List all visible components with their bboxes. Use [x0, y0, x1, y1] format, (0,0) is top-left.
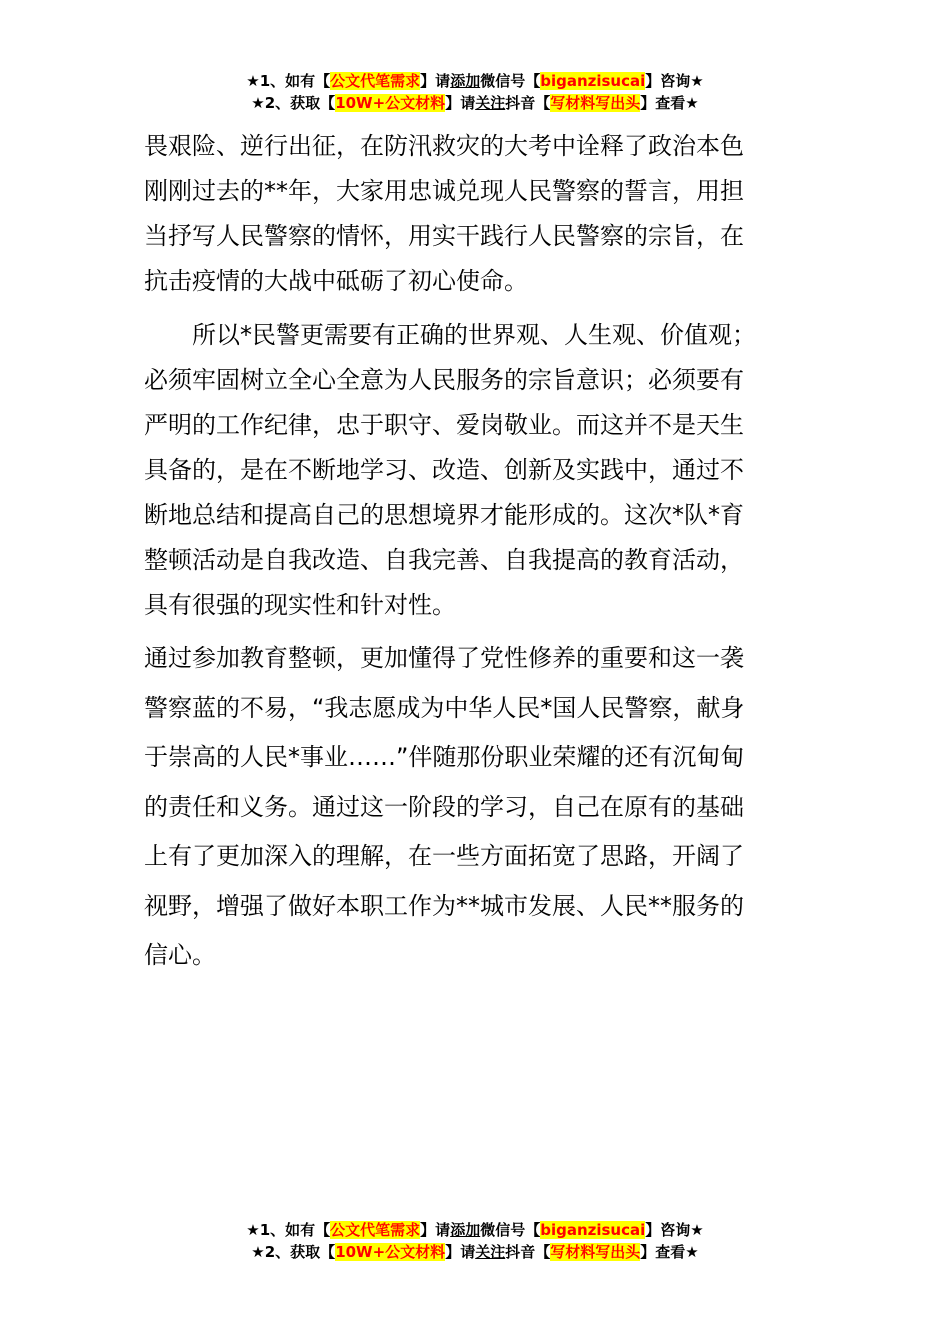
banner-highlight: 公文代笔需求 — [330, 72, 421, 90]
banner-text: 】请 — [445, 1243, 476, 1261]
banner-text: 】请 — [445, 94, 476, 112]
text-line: 抗击疫情的大战中砥砺了初心使命。 — [144, 267, 528, 295]
banner-text: 】咨询★ — [645, 1221, 704, 1239]
banner-text: 微信号【 — [480, 1221, 541, 1239]
banner-highlight: 10W+公文材料 — [335, 94, 446, 112]
paragraph-3 — [144, 634, 814, 981]
banner-text: ★1、如有【 — [246, 1221, 331, 1239]
banner-underlined: 关注 — [475, 1243, 506, 1261]
banner-text: 抖音【 — [505, 1243, 551, 1261]
banner-highlight: 写材料写出头 — [550, 1243, 641, 1261]
text-line: 必须牢固树立全心全意为人民服务的宗旨意识；必须要有 — [144, 366, 744, 394]
text-line: 上有了更加深入的理解，在一些方面拓宽了思路，开阔了 — [144, 842, 744, 870]
text-line: 具有很强的现实性和针对性。 — [144, 591, 456, 619]
banner-underlined: 关注 — [475, 94, 506, 112]
banner-line-1 — [0, 70, 950, 92]
text-line: 于崇高的人民*事业……”伴随那份职业荣耀的还有沉甸甸 — [144, 743, 745, 771]
banner-highlight: 写材料写出头 — [550, 94, 641, 112]
banner-text: ★2、获取【 — [251, 1243, 336, 1261]
text-line: 信心。 — [144, 941, 216, 969]
text-line: 通过参加教育整顿，更加懂得了党性修养的重要和这一袭 — [144, 644, 744, 672]
banner-text: 】咨询★ — [645, 72, 704, 90]
text-line: 视野，增强了做好本职工作为**城市发展、人民**服务的 — [144, 891, 744, 920]
banner-text: 】请 — [420, 72, 451, 90]
banner-line-1 — [0, 1219, 950, 1241]
banner-underlined: 添加 — [450, 1221, 481, 1239]
paragraph-1 — [144, 124, 814, 304]
text-line: 断地总结和提高自己的思想境界才能形成的。这次*队*育 — [144, 501, 744, 529]
text-line: 具备的，是在不断地学习、改造、创新及实践中，通过不 — [144, 456, 744, 484]
banner-line-2 — [0, 92, 950, 114]
text-line: 整顿活动是自我改造、自我完善、自我提高的教育活动， — [144, 546, 744, 574]
banner-text: ★1、如有【 — [246, 72, 331, 90]
text-line: 的责任和义务。通过这一阶段的学习，自己在原有的基础 — [144, 792, 744, 821]
text-line: 当抒写人民警察的情怀，用实干践行人民警察的宗旨，在 — [144, 222, 744, 250]
banner-text: 】请 — [420, 1221, 451, 1239]
paragraph-2 — [144, 313, 814, 628]
text-line: 严明的工作纪律，忠于职守、爱岗敬业。而这并不是天生 — [144, 411, 744, 439]
text-line: 所以*民警更需要有正确的世界观、人生观、价值观； — [192, 321, 756, 349]
text-line: 警察蓝的不易，“我志愿成为中华人民*国人民警察，献身 — [144, 693, 745, 722]
banner-underlined: 添加 — [450, 72, 481, 90]
text-line: 刚刚过去的**年，大家用忠诚兑现人民警察的誓言，用担 — [144, 177, 744, 205]
banner-text: 】查看★ — [640, 1243, 699, 1261]
banner-text: 】查看★ — [640, 94, 699, 112]
footer-banner — [0, 1219, 950, 1263]
banner-highlight: 公文代笔需求 — [330, 1221, 421, 1239]
header-banner — [0, 70, 950, 114]
text-line: 畏艰险、逆行出征，在防汛救灾的大考中诠释了政治本色 — [144, 132, 744, 160]
banner-highlight: biganzisucai — [540, 1221, 646, 1239]
banner-highlight: biganzisucai — [540, 72, 646, 90]
banner-text: 微信号【 — [480, 72, 541, 90]
banner-text: ★2、获取【 — [251, 94, 336, 112]
banner-highlight: 10W+公文材料 — [335, 1243, 446, 1261]
banner-line-2 — [0, 1241, 950, 1263]
banner-text: 抖音【 — [505, 94, 551, 112]
